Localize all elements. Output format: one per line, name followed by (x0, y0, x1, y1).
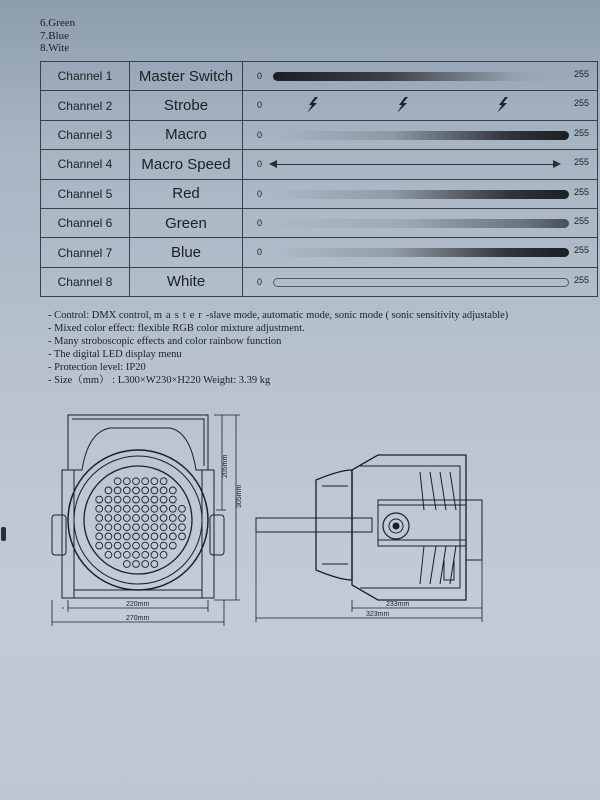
min-value: 0 (257, 276, 263, 287)
function-cell: Master Switch (130, 62, 243, 91)
channel-cell: Channel 1 (41, 62, 130, 91)
led-icon (123, 515, 130, 522)
led-icon (123, 505, 130, 512)
led-icon (169, 542, 176, 549)
function-cell: Blue (130, 238, 243, 267)
led-icon (169, 533, 176, 540)
led-icon (123, 542, 130, 549)
led-icon (151, 533, 158, 540)
led-icon (123, 524, 130, 531)
led-icon (114, 487, 121, 494)
max-value: 255 (573, 215, 589, 226)
led-icon (151, 551, 158, 558)
led-icon (142, 524, 149, 531)
led-icon (142, 542, 149, 549)
function-cell: Macro (130, 120, 243, 149)
led-icon (133, 505, 140, 512)
led-icon (114, 505, 121, 512)
led-icon (123, 496, 130, 503)
function-cell: Strobe (130, 91, 243, 120)
led-icon (142, 533, 149, 540)
led-icon (105, 515, 112, 522)
led-icon (105, 542, 112, 549)
led-icon (123, 533, 130, 540)
led-icon (114, 542, 121, 549)
min-value: 0 (257, 159, 263, 170)
channel-cell: Channel 6 (41, 208, 130, 237)
led-icon (133, 551, 140, 558)
led-icon (160, 496, 167, 503)
dim-height-label: 305mm (236, 484, 243, 508)
led-icon (133, 524, 140, 531)
led-icon (133, 487, 140, 494)
spec-line: - Protection level: IP20 (48, 362, 146, 373)
led-icon (179, 524, 186, 531)
function-cell: Macro Speed (130, 150, 243, 179)
led-icon (123, 551, 130, 558)
led-icon (160, 505, 167, 512)
dim-depth-label: 323mm (366, 611, 390, 618)
led-icon (160, 515, 167, 522)
channel-cell: Channel 8 (41, 267, 130, 296)
led-icon (169, 505, 176, 512)
led-icon (114, 496, 121, 503)
channel-cell: Channel 4 (41, 150, 130, 179)
led-icon (133, 542, 140, 549)
led-icon (133, 561, 140, 568)
led-icon (133, 515, 140, 522)
led-icon (96, 542, 103, 549)
led-icon (114, 478, 121, 485)
channel-cell: Channel 3 (41, 120, 130, 149)
led-icon (105, 487, 112, 494)
list-item: 8.Wite (40, 42, 70, 54)
min-value: 0 (257, 188, 263, 199)
min-value: 0 (257, 217, 263, 228)
min-value: 0 (257, 247, 263, 258)
channel-cell: Channel 7 (41, 238, 130, 267)
dim-depth-label: 233mm (386, 601, 410, 608)
led-icon (160, 478, 167, 485)
led-icon (151, 524, 158, 531)
led-icon (96, 496, 103, 503)
spec-control: - Control: DMX control, master-slave mode, automatic mode, sonic mode ( sonic sensitivity adjustable) (48, 310, 509, 321)
led-icon (179, 533, 186, 540)
led-icon (142, 561, 149, 568)
channel-cell: Channel 5 (41, 179, 130, 208)
led-icon (96, 515, 103, 522)
led-icon (114, 524, 121, 531)
led-icon (169, 515, 176, 522)
list-item: 7.Blue (40, 29, 70, 42)
led-icon (133, 478, 140, 485)
spec-line: - Mixed color effect: flexible RGB color mixture adjustment. (48, 323, 305, 334)
led-icon (114, 515, 121, 522)
dim-width-label: 270mm (126, 615, 150, 622)
max-value: 255 (573, 245, 589, 256)
led-icon (142, 478, 149, 485)
max-value: 255 (573, 157, 589, 168)
led-icon (105, 533, 112, 540)
max-value: 255 (573, 127, 589, 138)
dim-height-label: 205mm (222, 454, 229, 478)
min-value: 0 (257, 100, 263, 111)
led-icon (114, 533, 121, 540)
led-icon (151, 561, 158, 568)
led-icon (160, 524, 167, 531)
led-icon (123, 561, 130, 568)
led-icon (179, 515, 186, 522)
led-array (96, 478, 186, 568)
list-item: 6.Green (40, 17, 76, 29)
led-icon (123, 487, 130, 494)
min-value: 0 (257, 129, 263, 140)
led-icon (114, 551, 121, 558)
led-icon (96, 505, 103, 512)
led-icon (160, 487, 167, 494)
led-icon (160, 551, 167, 558)
led-icon (142, 487, 149, 494)
max-value: 255 (573, 186, 589, 197)
led-icon (133, 496, 140, 503)
led-icon (160, 533, 167, 540)
dim-width-label: 220mm (126, 601, 150, 608)
led-icon (169, 487, 176, 494)
channel-cell: Channel 2 (41, 91, 130, 120)
function-cell: Green (130, 208, 243, 237)
side-view (256, 455, 482, 600)
max-value: 255 (573, 274, 589, 285)
max-value: 255 (573, 98, 589, 109)
led-icon (151, 487, 158, 494)
led-icon (151, 542, 158, 549)
led-icon (151, 496, 158, 503)
led-icon (142, 496, 149, 503)
led-icon (133, 533, 140, 540)
spec-line: - Size（mm） : L300×W230×H220 Weight: 3.39 kg (48, 375, 271, 386)
led-icon (142, 551, 149, 558)
max-value: 255 (573, 69, 589, 79)
spec-line: - The digital LED display menu (48, 349, 182, 360)
led-icon (142, 515, 149, 522)
spec-line: - Many stroboscopic effects and color rainbow function (48, 336, 282, 347)
function-cell: White (130, 267, 243, 296)
led-icon (96, 524, 103, 531)
led-icon (105, 496, 112, 503)
led-icon (151, 478, 158, 485)
led-icon (142, 505, 149, 512)
led-icon (96, 533, 103, 540)
min-value: 0 (257, 71, 263, 81)
led-icon (105, 524, 112, 531)
led-icon (105, 551, 112, 558)
function-cell: Red (130, 179, 243, 208)
led-icon (105, 505, 112, 512)
led-icon (123, 478, 130, 485)
led-icon (169, 496, 176, 503)
led-icon (151, 515, 158, 522)
led-icon (169, 524, 176, 531)
led-icon (179, 505, 186, 512)
led-icon (151, 505, 158, 512)
front-dimensions (52, 415, 240, 626)
led-icon (160, 542, 167, 549)
